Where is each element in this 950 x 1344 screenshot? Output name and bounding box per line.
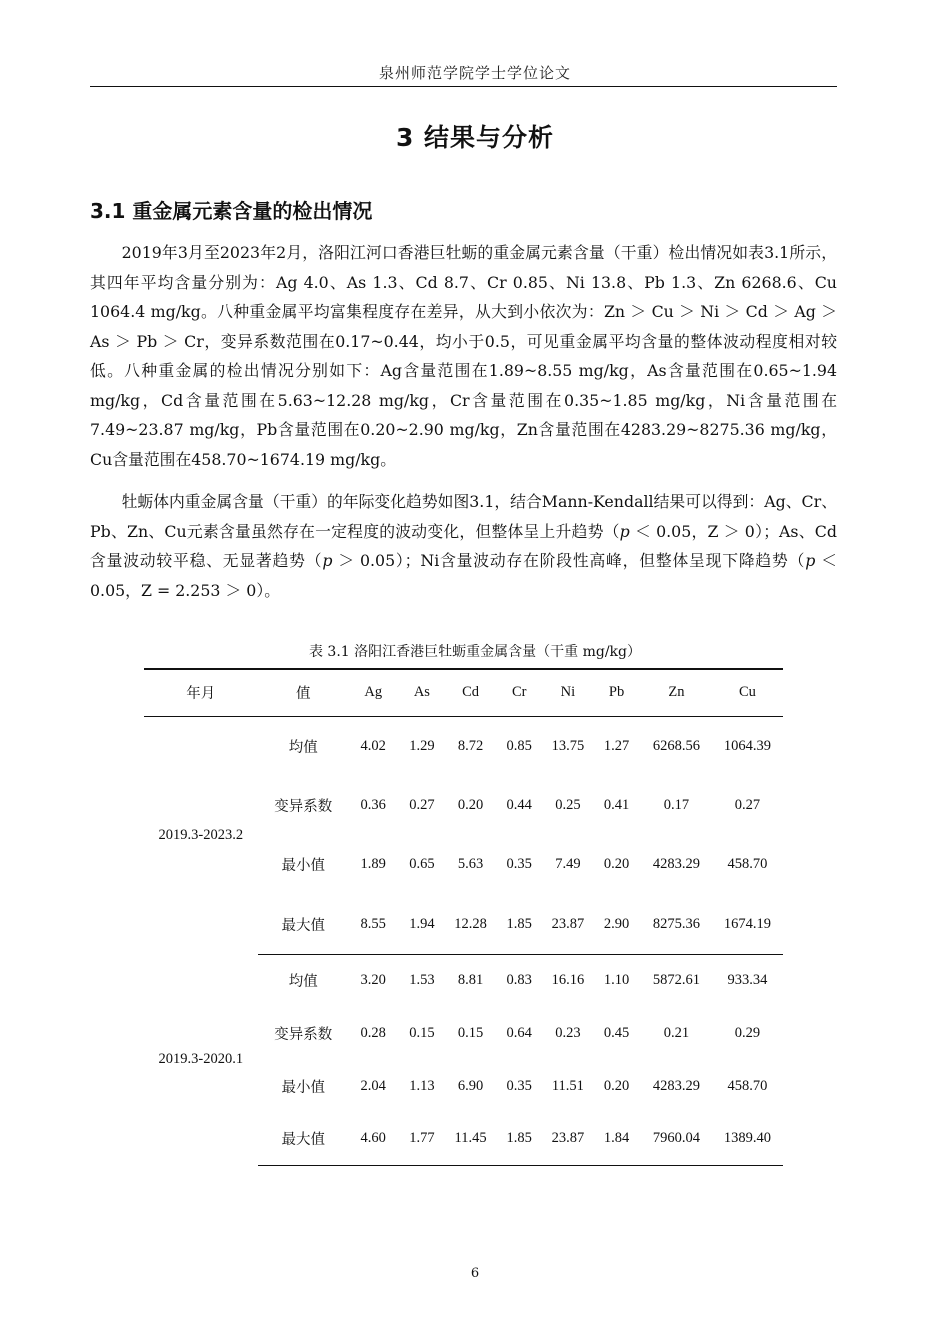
value-cell: 1389.40 (712, 1112, 783, 1165)
value-cell: 5872.61 (652, 972, 700, 989)
value-cell: 0.15 (457, 1024, 484, 1041)
value-cell: 1.29 (409, 737, 435, 754)
value-cell: 8.55 (349, 895, 398, 955)
stat-cell: 均值 (288, 974, 318, 991)
stat-cell: 最小值 (281, 858, 325, 875)
value-cell: 8.81 (457, 972, 484, 989)
value-cell: 0.20 (603, 856, 630, 873)
value-cell: 0.45 (603, 1024, 630, 1041)
value-cell: 23.87 (544, 1112, 593, 1165)
value-cell: 23.87 (544, 895, 593, 955)
value-cell: 0.27 (734, 796, 761, 813)
value-cell: 13.75 (551, 737, 585, 754)
header-cell: Cu (712, 669, 783, 716)
value-cell: 1.13 (409, 1077, 435, 1094)
header-cell: Ag (349, 669, 398, 716)
value-cell: 933.34 (727, 972, 768, 989)
paragraph-1: 2019年3月至2023年2月，洛阳江河口香港巨牡蛎的重金属元素含量（干重）检出情况如表3.1所示，其四年平均含量分别为：Ag 4.0、As 1.3、Cd 8.7、Cr 0.85、Ni 13.8、Pb 1.3、Zn 6268.6、Cu 1064.4 mg/kg。八种重金属平均富集程度存在差异，从大到小依次为：Zn ＞ Cu ＞ Ni ＞ Cd ＞ Ag ＞ As ＞ Pb ＞ Cr，变异系数范围在0.17~0.44，均小于0.5，可见重金属平均含量的整体波动程度相对较低。八种重金属的检出情况分别如下：Ag含量范围在1.89~8.55 mg/kg，As含量范围在0.65~1.94 mg/kg，Cd含量范围在5.63~12.28 mg/kg，Cr含量范围在0.35~1.85 mg/kg，Ni含量范围在7.49~23.87 mg/kg，Pb含量范围在0.20~2.90 mg/kg，Zn含量范围在4283.29~8275.36 mg/kg，Cu含量范围在458.70~1674.19 mg/kg。 (90, 243, 837, 469)
value-cell: 7.49 (555, 856, 581, 873)
stat-cell: 均值 (288, 739, 318, 756)
value-cell: 0.64 (506, 1024, 532, 1041)
paragraph-2 (90, 487, 837, 605)
paragraph-2-text: ＞ 0.05）；Ni含量波动存在阶段性高峰，但整体呈现下降趋势（ (332, 551, 806, 570)
value-cell: 0.36 (360, 796, 386, 813)
value-cell: 0.20 (457, 796, 484, 813)
value-cell: 3.20 (360, 972, 386, 989)
value-cell: 0.65 (409, 856, 435, 873)
value-cell: 2.90 (592, 895, 641, 955)
p-symbol: p (805, 551, 816, 570)
value-cell: 7960.04 (641, 1112, 712, 1165)
value-cell: 0.25 (555, 796, 581, 813)
value-cell: 1.84 (592, 1112, 641, 1165)
value-cell: 0.41 (603, 796, 630, 813)
p-symbol: p (619, 521, 630, 541)
value-cell: 0.28 (360, 1024, 386, 1041)
value-cell: 1674.19 (712, 895, 783, 955)
stat-cell: 最大值 (258, 895, 349, 955)
heavy-metal-table (144, 668, 783, 1166)
value-cell: 12.28 (446, 895, 495, 955)
period-cell: 2019.3-2023.2 (158, 826, 244, 843)
running-header: 泉州师范学院学士学位论文 (378, 64, 571, 82)
paragraph-2-text: 牡蛎体内重金属含量（干重）的年际变化趋势如图3.1，结合Mann-Kendall结果可以得到：Ag、Cr、Pb、Zn、Cu元素含量虽然存在一定程度的波动变化，但整体呈上升趋势（ (90, 492, 837, 541)
header-cell: As (398, 669, 447, 716)
value-cell: 1.10 (603, 972, 630, 989)
header-cell: Cr (495, 669, 544, 716)
value-cell: 1.89 (360, 856, 386, 873)
value-cell: 11.51 (551, 1077, 584, 1094)
value-cell: 0.35 (506, 856, 532, 873)
header-cell: Pb (592, 669, 641, 716)
value-cell: 1.85 (495, 1112, 544, 1165)
section-title: 3.1 重金属元素含量的检出情况 (90, 199, 373, 223)
value-cell: 0.15 (409, 1024, 435, 1041)
stat-cell: 变异系数 (274, 1026, 333, 1043)
header-cell: Cd (446, 669, 495, 716)
chapter-title: 3 结果与分析 (395, 123, 555, 152)
table-caption: 表 3.1 洛阳江香港巨牡蛎重金属含量（干重 mg/kg） (308, 644, 641, 660)
value-cell: 0.44 (506, 796, 532, 813)
table-row (144, 716, 783, 776)
value-cell: 4.60 (349, 1112, 398, 1165)
value-cell: 0.20 (603, 1077, 630, 1094)
value-cell: 4.02 (360, 737, 386, 754)
stat-cell: 变异系数 (274, 798, 333, 815)
header-rule (90, 86, 837, 87)
value-cell: 5.63 (457, 856, 484, 873)
p-symbol: p (322, 551, 333, 570)
value-cell: 2.04 (360, 1077, 386, 1094)
value-cell: 8.72 (457, 737, 484, 754)
paragraph-2-text: ＜ 0.05，Z ＞ 0）；As、Cd含量波动较平稳、无显著趋势（ (90, 521, 837, 570)
value-cell: 1.77 (398, 1112, 447, 1165)
value-cell: 1064.39 (723, 737, 772, 754)
paragraph-2-text: ＜ 0.05，Z = 2.253 ＞ 0）。 (90, 551, 837, 600)
value-cell: 16.16 (551, 972, 585, 989)
value-cell: 4283.29 (652, 856, 700, 873)
value-cell: 0.85 (506, 737, 532, 754)
value-cell: 0.35 (506, 1077, 532, 1094)
stat-cell: 最小值 (281, 1079, 325, 1096)
page-number: 6 (470, 1266, 480, 1281)
table-row (144, 954, 783, 1007)
value-cell: 458.70 (727, 1077, 768, 1094)
value-cell: 0.27 (409, 796, 435, 813)
value-cell: 0.29 (734, 1024, 761, 1041)
value-cell: 0.21 (663, 1024, 690, 1041)
value-cell: 6268.56 (652, 737, 700, 754)
value-cell: 11.45 (446, 1112, 495, 1165)
stat-cell: 最大值 (258, 1112, 349, 1165)
header-cell: Zn (641, 669, 712, 716)
value-cell: 1.53 (409, 972, 435, 989)
value-cell: 1.94 (398, 895, 447, 955)
value-cell: 458.70 (727, 856, 768, 873)
value-cell: 6.90 (457, 1077, 484, 1094)
table-header-row (144, 669, 783, 716)
value-cell: 1.27 (603, 737, 630, 754)
value-cell: 0.83 (506, 972, 532, 989)
header-cell: Ni (544, 669, 593, 716)
value-cell: 4283.29 (652, 1077, 700, 1094)
value-cell: 0.23 (555, 1024, 581, 1041)
value-cell: 0.17 (663, 796, 690, 813)
period-cell: 2019.3-2020.1 (158, 1051, 244, 1068)
value-cell: 1.85 (495, 895, 544, 955)
header-cell: 值 (258, 669, 349, 716)
value-cell: 8275.36 (641, 895, 712, 955)
header-cell: 年月 (144, 669, 258, 716)
